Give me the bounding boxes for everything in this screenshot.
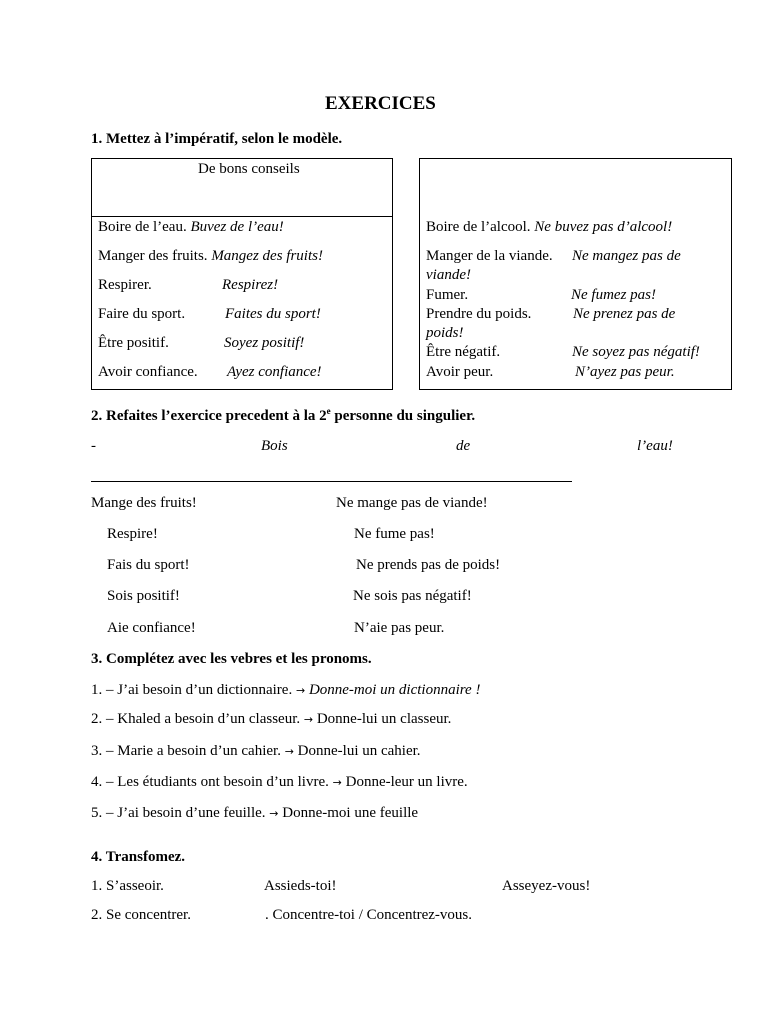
ex2-right-4: Ne sois pas négatif! (353, 588, 472, 604)
ex3-item-3 (91, 742, 421, 761)
ex3-item-2 (91, 710, 451, 729)
left-row-1-imperative: Buvez de l’eau! (190, 219, 284, 235)
left-row-6-infinitive: Avoir confiance. (98, 364, 198, 380)
left-row-2-infinitive: Manger des fruits. (98, 248, 212, 264)
left-row-4-infinitive: Faire du sport. (98, 306, 186, 322)
ex3-item-4-answer: Donne-leur un livre. (345, 774, 468, 790)
arrow-right-icon: → (303, 713, 314, 726)
exercise-2-heading-main: 2. Refaites l’exercice precedent à la 2 (91, 408, 327, 424)
ex2-left-1: Mange des fruits! (91, 495, 197, 511)
right-row-3-infinitive: Fumer. (426, 287, 469, 303)
arrow-right-icon: → (269, 807, 279, 820)
right-row-1-imperative: Ne buvez pas d’alcool! (534, 219, 673, 235)
left-row-5-infinitive: Être positif. (98, 335, 169, 351)
right-row-2-imperative: Ne mangez pas de (572, 248, 681, 264)
left-table-header: De bons conseils (198, 161, 300, 177)
ex3-item-4 (91, 773, 468, 792)
left-row-1-infinitive: Boire de l’eau. (98, 219, 191, 235)
ex4-row-1-formal: Asseyez-vous! (502, 878, 591, 894)
ex2-right-1: Ne mange pas de viande! (336, 495, 488, 511)
left-row-4-imperative: Faites du sport! (225, 306, 321, 322)
right-row-5-imperative: Ne soyez pas négatif! (572, 344, 700, 360)
right-row-2-infinitive: Manger de la viande. (426, 248, 553, 264)
ex3-item-3-question: 3. – Marie a besoin d’un cahier. (91, 743, 281, 759)
exercise-2-heading (91, 407, 475, 425)
right-row-5-infinitive: Être négatif. (426, 344, 501, 360)
right-row-2-imperative-cont: viande! (426, 267, 471, 283)
right-row-4-infinitive: Prendre du poids. (426, 306, 532, 322)
answer-word-bois: Bois (261, 438, 288, 454)
exercise-3-heading: 3. Complétez avec les vebres et les pronoms. (91, 651, 372, 667)
ex3-item-5 (91, 804, 418, 823)
ex4-row-2-answer: . Concentre-toi / Concentrez-vous. (265, 907, 473, 923)
right-row-3-imperative: Ne fumez pas! (571, 287, 656, 303)
ex2-left-2: Respire! (107, 526, 158, 542)
left-table-divider (91, 216, 393, 217)
left-row-6-imperative: Ayez confiance! (227, 364, 322, 380)
ex3-item-4-question: 4. – Les étudiants ont besoin d’un livre. (91, 774, 329, 790)
ex3-item-5-question: 5. – J’ai besoin d’une feuille. (91, 805, 266, 821)
right-row-4-imperative: Ne prenez pas de (573, 306, 676, 322)
answer-underline (91, 481, 572, 482)
ex3-item-2-answer: Donne-lui un classeur. (316, 711, 452, 727)
ex3-item-1 (91, 681, 480, 700)
exercise-1-heading: 1. Mettez à l’impératif, selon le modèle. (91, 131, 343, 147)
arrow-right-icon: → (284, 745, 294, 758)
left-row-3-infinitive: Respirer. (98, 277, 152, 293)
exercise-2-heading-tail: personne du singulier. (330, 408, 476, 424)
left-row-3-imperative: Respirez! (222, 277, 279, 293)
right-row-4-imperative-cont: poids! (426, 325, 464, 341)
left-row-5-imperative: Soyez positif! (224, 335, 305, 351)
exercise-4-heading: 4. Transfomez. (91, 849, 186, 865)
left-row-2 (98, 247, 323, 265)
left-table (91, 158, 393, 390)
ex4-row-1-informal: Assieds-toi! (264, 878, 337, 894)
left-row-1 (98, 218, 284, 236)
ex4-row-2-verb: 2. Se concentrer. (91, 907, 191, 923)
ex2-left-3: Fais du sport! (107, 557, 190, 573)
ex4-row-1-verb: 1. S’asseoir. (91, 878, 164, 894)
right-row-1 (426, 218, 672, 236)
left-row-2-imperative: Mangez des fruits! (211, 248, 323, 264)
answer-dash: - (91, 438, 96, 454)
ex3-item-3-answer: Donne-lui un cahier. (297, 743, 421, 759)
ex2-left-5: Aie confiance! (107, 620, 196, 636)
arrow-right-icon: → (332, 776, 342, 789)
answer-word-leau: l’eau! (637, 438, 673, 454)
page-title: EXERCICES (325, 93, 436, 114)
right-row-6-imperative: N’ayez pas peur. (575, 364, 675, 380)
ex3-item-1-question: 1. – J’ai besoin d’un dictionnaire. (91, 682, 293, 698)
ex3-item-2-question: 2. – Khaled a besoin d’un classeur. (91, 711, 301, 727)
ex3-item-5-answer: Donne-moi une feuille (282, 805, 419, 821)
ex2-right-5: N’aie pas peur. (354, 620, 445, 636)
ex2-left-4: Sois positif! (107, 588, 180, 604)
right-row-6-infinitive: Avoir peur. (426, 364, 494, 380)
ex2-right-2: Ne fume pas! (354, 526, 435, 542)
right-row-1-infinitive: Boire de l’alcool. (426, 219, 535, 235)
arrow-right-icon: → (295, 684, 306, 697)
ex3-item-1-answer: Donne-moi un dictionnaire ! (308, 682, 481, 698)
exercise-2-heading-sup: e (326, 406, 331, 416)
ex2-right-3: Ne prends pas de poids! (356, 557, 501, 573)
answer-word-de: de (456, 438, 471, 454)
